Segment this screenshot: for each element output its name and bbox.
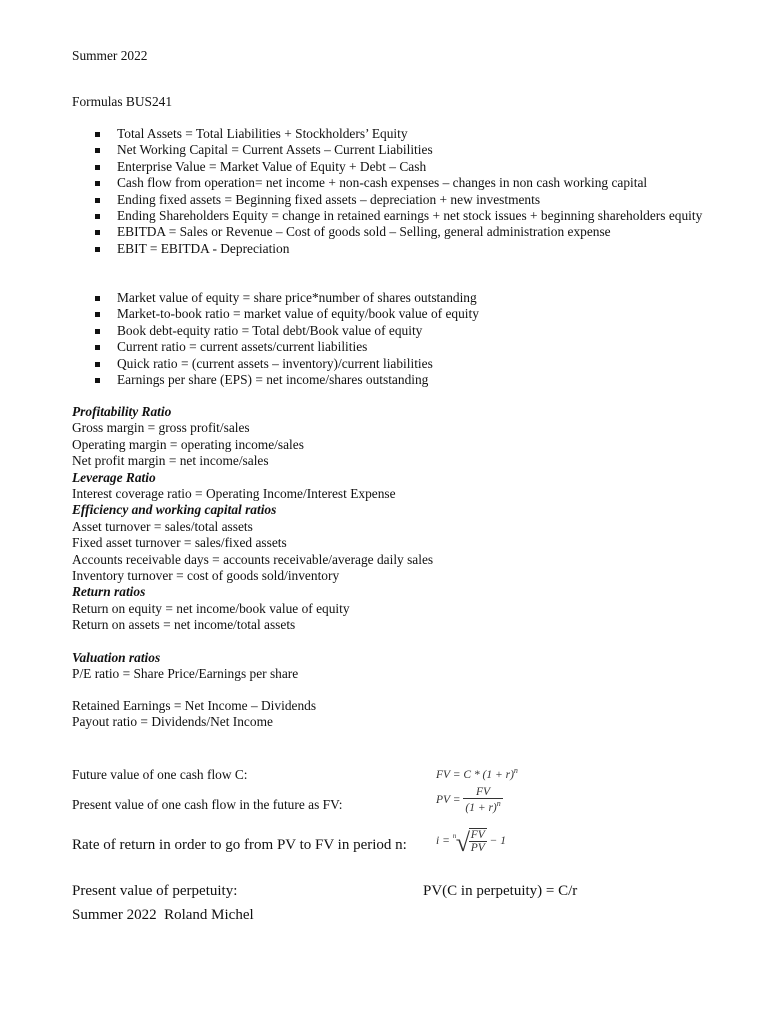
header-date: Summer 2022 [72, 48, 148, 63]
pv-numerator: FV [476, 786, 491, 798]
footer-text: Summer 2022 Roland Michel [72, 907, 254, 923]
bullet-list-1 [72, 126, 712, 257]
formula-line: Operating margin = operating income/sales [72, 436, 304, 452]
list-item: Market-to-book ratio = market value of equity/book value of equity [72, 306, 712, 322]
pv-denominator [463, 798, 502, 814]
list-item: Cash flow from operation= net income + non-cash expenses – changes in non cash working capital [72, 175, 712, 191]
pv-fraction [463, 786, 502, 814]
section-heading-efficiency: Efficiency and working capital ratios [72, 502, 277, 518]
formula-line: Return on assets = net income/total assets [72, 617, 296, 633]
fv-label: Future value of one cash flow C: [72, 767, 248, 782]
list-item: Quick ratio = (current assets – inventory)/current liabilities [72, 356, 712, 372]
rate-denominator: PV [470, 842, 485, 854]
formula-line: Payout ratio = Dividends/Net Income [72, 714, 273, 730]
pv-lhs: PV = [436, 793, 461, 806]
list-item: Book debt-equity ratio = Total debt/Book value of equity [72, 323, 712, 339]
nth-root [452, 828, 487, 857]
formula-line: Net profit margin = net income/sales [72, 453, 269, 469]
document-title: Formulas BUS241 [72, 94, 173, 109]
rate-tail: − 1 [489, 835, 507, 847]
section-heading-profitability: Profitability Ratio [72, 404, 172, 419]
formula-line: Asset turnover = sales/total assets [72, 518, 253, 534]
valuation-section [72, 650, 298, 683]
list-item: Current ratio = current assets/current liabilities [72, 339, 712, 355]
list-item: EBIT = EBITDA - Depreciation [72, 241, 712, 257]
section-heading-return: Return ratios [72, 584, 146, 600]
root-sign: √ [455, 828, 470, 857]
list-item: EBITDA = Sales or Revenue – Cost of goods sold – Selling, general administration expense [72, 224, 712, 240]
rate-numerator: FV [470, 829, 485, 841]
pv-label: Present value of one cash flow in the future as FV: [72, 797, 343, 812]
perpetuity-label: Present value of perpetuity: [72, 883, 238, 899]
bullet-list-2 [72, 290, 712, 388]
formula-line: Fixed asset turnover = sales/fixed assets [72, 535, 287, 551]
formula-line: Interest coverage ratio = Operating Income/Interest Expense [72, 486, 396, 502]
section-heading-valuation: Valuation ratios [72, 650, 161, 665]
formula-line: P/E ratio = Share Price/Earnings per share [72, 666, 299, 682]
formula-line: Inventory turnover = cost of goods sold/inventory [72, 568, 340, 584]
ratios-section [72, 404, 433, 634]
formula-line: Retained Earnings = Net Income – Dividends [72, 698, 317, 713]
root-index: n [452, 832, 457, 840]
formula-line: Gross margin = gross profit/sales [72, 420, 250, 436]
rate-formula [436, 828, 507, 857]
rate-fraction [469, 828, 487, 854]
retained-section [72, 698, 316, 731]
pv-formula [436, 786, 503, 814]
fv-exponent: n [513, 766, 518, 775]
list-item: Total Assets = Total Liabilities + Stockholders’ Equity [72, 126, 712, 142]
rate-label: Rate of return in order to go from PV to FV in period n: [72, 837, 407, 853]
pv-denominator-exponent: n [496, 799, 501, 808]
fv-formula [436, 766, 518, 781]
pv-denominator-text: (1 + r) [465, 801, 497, 814]
section-heading-leverage: Leverage Ratio [72, 469, 156, 485]
list-item: Ending fixed assets = Beginning fixed assets – depreciation + new investments [72, 192, 712, 208]
list-item: Earnings per share (EPS) = net income/shares outstanding [72, 372, 712, 388]
list-item: Ending Shareholders Equity = change in retained earnings + net stock issues + beginning shareholders equity [72, 208, 712, 224]
list-item: Market value of equity = share price*number of shares outstanding [72, 290, 712, 306]
formula-line: Accounts receivable days = accounts receivable/average daily sales [72, 551, 434, 567]
rate-lhs: i = [436, 835, 450, 847]
formula-line: Return on equity = net income/book value of equity [72, 600, 350, 616]
list-item: Net Working Capital = Current Assets – Current Liabilities [72, 142, 712, 158]
perpetuity-formula: PV(C in perpetuity) = C/r [423, 883, 578, 899]
fv-formula-text: FV = C * (1 + r) [436, 768, 514, 781]
list-item: Enterprise Value = Market Value of Equity + Debt – Cash [72, 159, 712, 175]
